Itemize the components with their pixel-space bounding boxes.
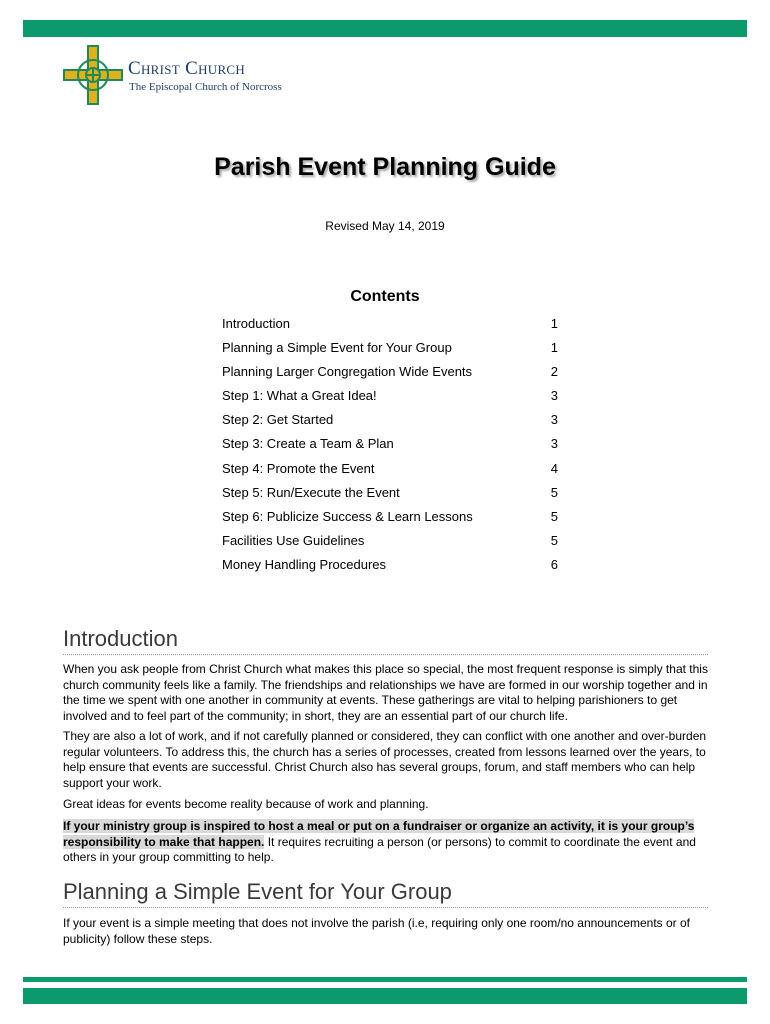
church-name-first: Christ	[128, 58, 181, 79]
church-logo	[62, 44, 322, 102]
toc-entry[interactable]	[222, 433, 558, 457]
toc-entry[interactable]	[222, 337, 558, 361]
church-subtitle: The Episcopal Church of Norcross	[129, 81, 282, 93]
toc-entry-label: Facilities Use Guidelines	[222, 532, 365, 548]
toc-entry[interactable]	[222, 482, 558, 506]
toc-entry[interactable]	[222, 506, 558, 530]
toc-entry-page: 5	[550, 508, 558, 524]
toc-entry-page: 3	[550, 388, 558, 404]
toc-entry[interactable]	[222, 361, 558, 385]
toc-entry-page: 4	[550, 460, 558, 476]
toc-entry-label: Introduction	[222, 316, 290, 331]
toc-entry-label: Step 6: Publicize Success & Learn Lessons	[222, 508, 473, 524]
cross-emblem-icon	[62, 44, 124, 106]
toc-entry-page: 6	[550, 556, 558, 572]
simple-event-paragraph: If your event is a simple meeting that does not involve the parish (i.e, requiring only one room/no announcements or of publicity) follow these steps.	[63, 916, 691, 946]
toc-entry[interactable]	[222, 530, 558, 554]
toc-entry-page: 2	[550, 364, 558, 380]
toc-entry-label: Step 5: Run/Execute the Event	[222, 484, 400, 500]
toc-entry-page: 5	[550, 532, 558, 548]
toc-entry-page: 1	[550, 316, 558, 331]
introduction-heading: Introduction	[63, 626, 708, 655]
introduction-paragraph-1: When you ask people from Christ Church what makes this place so special, the most frequent response is simply that this church community feels like a family. The friendships and relationships we have are formed in our worship together and in the time we spent with one another in community at events. These gatherings are vital to helping parishioners to get involved and to feel part of the community; in short, they are an essential part of our church life.	[63, 662, 708, 723]
toc-entry[interactable]	[222, 409, 558, 433]
church-name-second: Church	[185, 58, 246, 79]
simple-event-heading: Planning a Simple Event for Your Group	[63, 879, 708, 908]
toc-entry[interactable]	[222, 313, 558, 337]
footer-bar	[23, 988, 747, 1004]
toc-entry-label: Step 3: Create a Team & Plan	[222, 436, 394, 452]
toc-entry-label: Step 1: What a Great Idea!	[222, 388, 377, 404]
toc-entry-label: Planning Larger Congregation Wide Events	[222, 364, 473, 380]
toc-entry-label: Step 4: Promote the Event	[222, 460, 375, 476]
top-banner-bar	[23, 20, 747, 37]
toc-entry-label: Money Handling Procedures	[222, 556, 387, 572]
footer-thin-bar	[23, 977, 747, 982]
toc-entry-page: 3	[550, 412, 558, 428]
toc-entry-page: 5	[550, 484, 558, 500]
introduction-paragraph-3: Great ideas for events become reality because of work and planning.	[63, 797, 429, 811]
introduction-paragraph-4-rest: It requires recruiting a person (or persons) to commit to coordinate the event and others in your group committing to help.	[63, 834, 696, 865]
introduction-paragraph-2: They are also a lot of work, and if not carefully planned or considered, they can conflict with one another and over-burden regular volunteers. To address this, the church has a series of processes, created from lessons learned over the years, to help ensure that events are successful. Christ Church also has several groups, forum, and staff members who can help support your work.	[63, 729, 707, 790]
toc-entry[interactable]	[222, 385, 558, 409]
toc-entry-page: 1	[550, 340, 558, 356]
toc-entry-label: Planning a Simple Event for Your Group	[222, 340, 452, 356]
toc-entry-page: 3	[550, 436, 558, 452]
introduction-paragraph-4	[63, 819, 708, 866]
revised-date: Revised May 14, 2019	[325, 219, 445, 233]
toc-heading: Contents	[350, 288, 420, 305]
toc-entry[interactable]	[222, 458, 558, 482]
highlighted-responsibility-text: If your ministry group is inspired to host a meal or put on a fundraiser or organize an activity, it is your group’s responsibility to make that happen.	[63, 819, 695, 849]
toc-entry-label: Step 2: Get Started	[222, 412, 334, 428]
document-title: Parish Event Planning Guide	[214, 153, 556, 181]
toc-entry[interactable]	[222, 554, 558, 578]
church-name	[128, 58, 245, 80]
table-of-contents	[222, 313, 558, 578]
